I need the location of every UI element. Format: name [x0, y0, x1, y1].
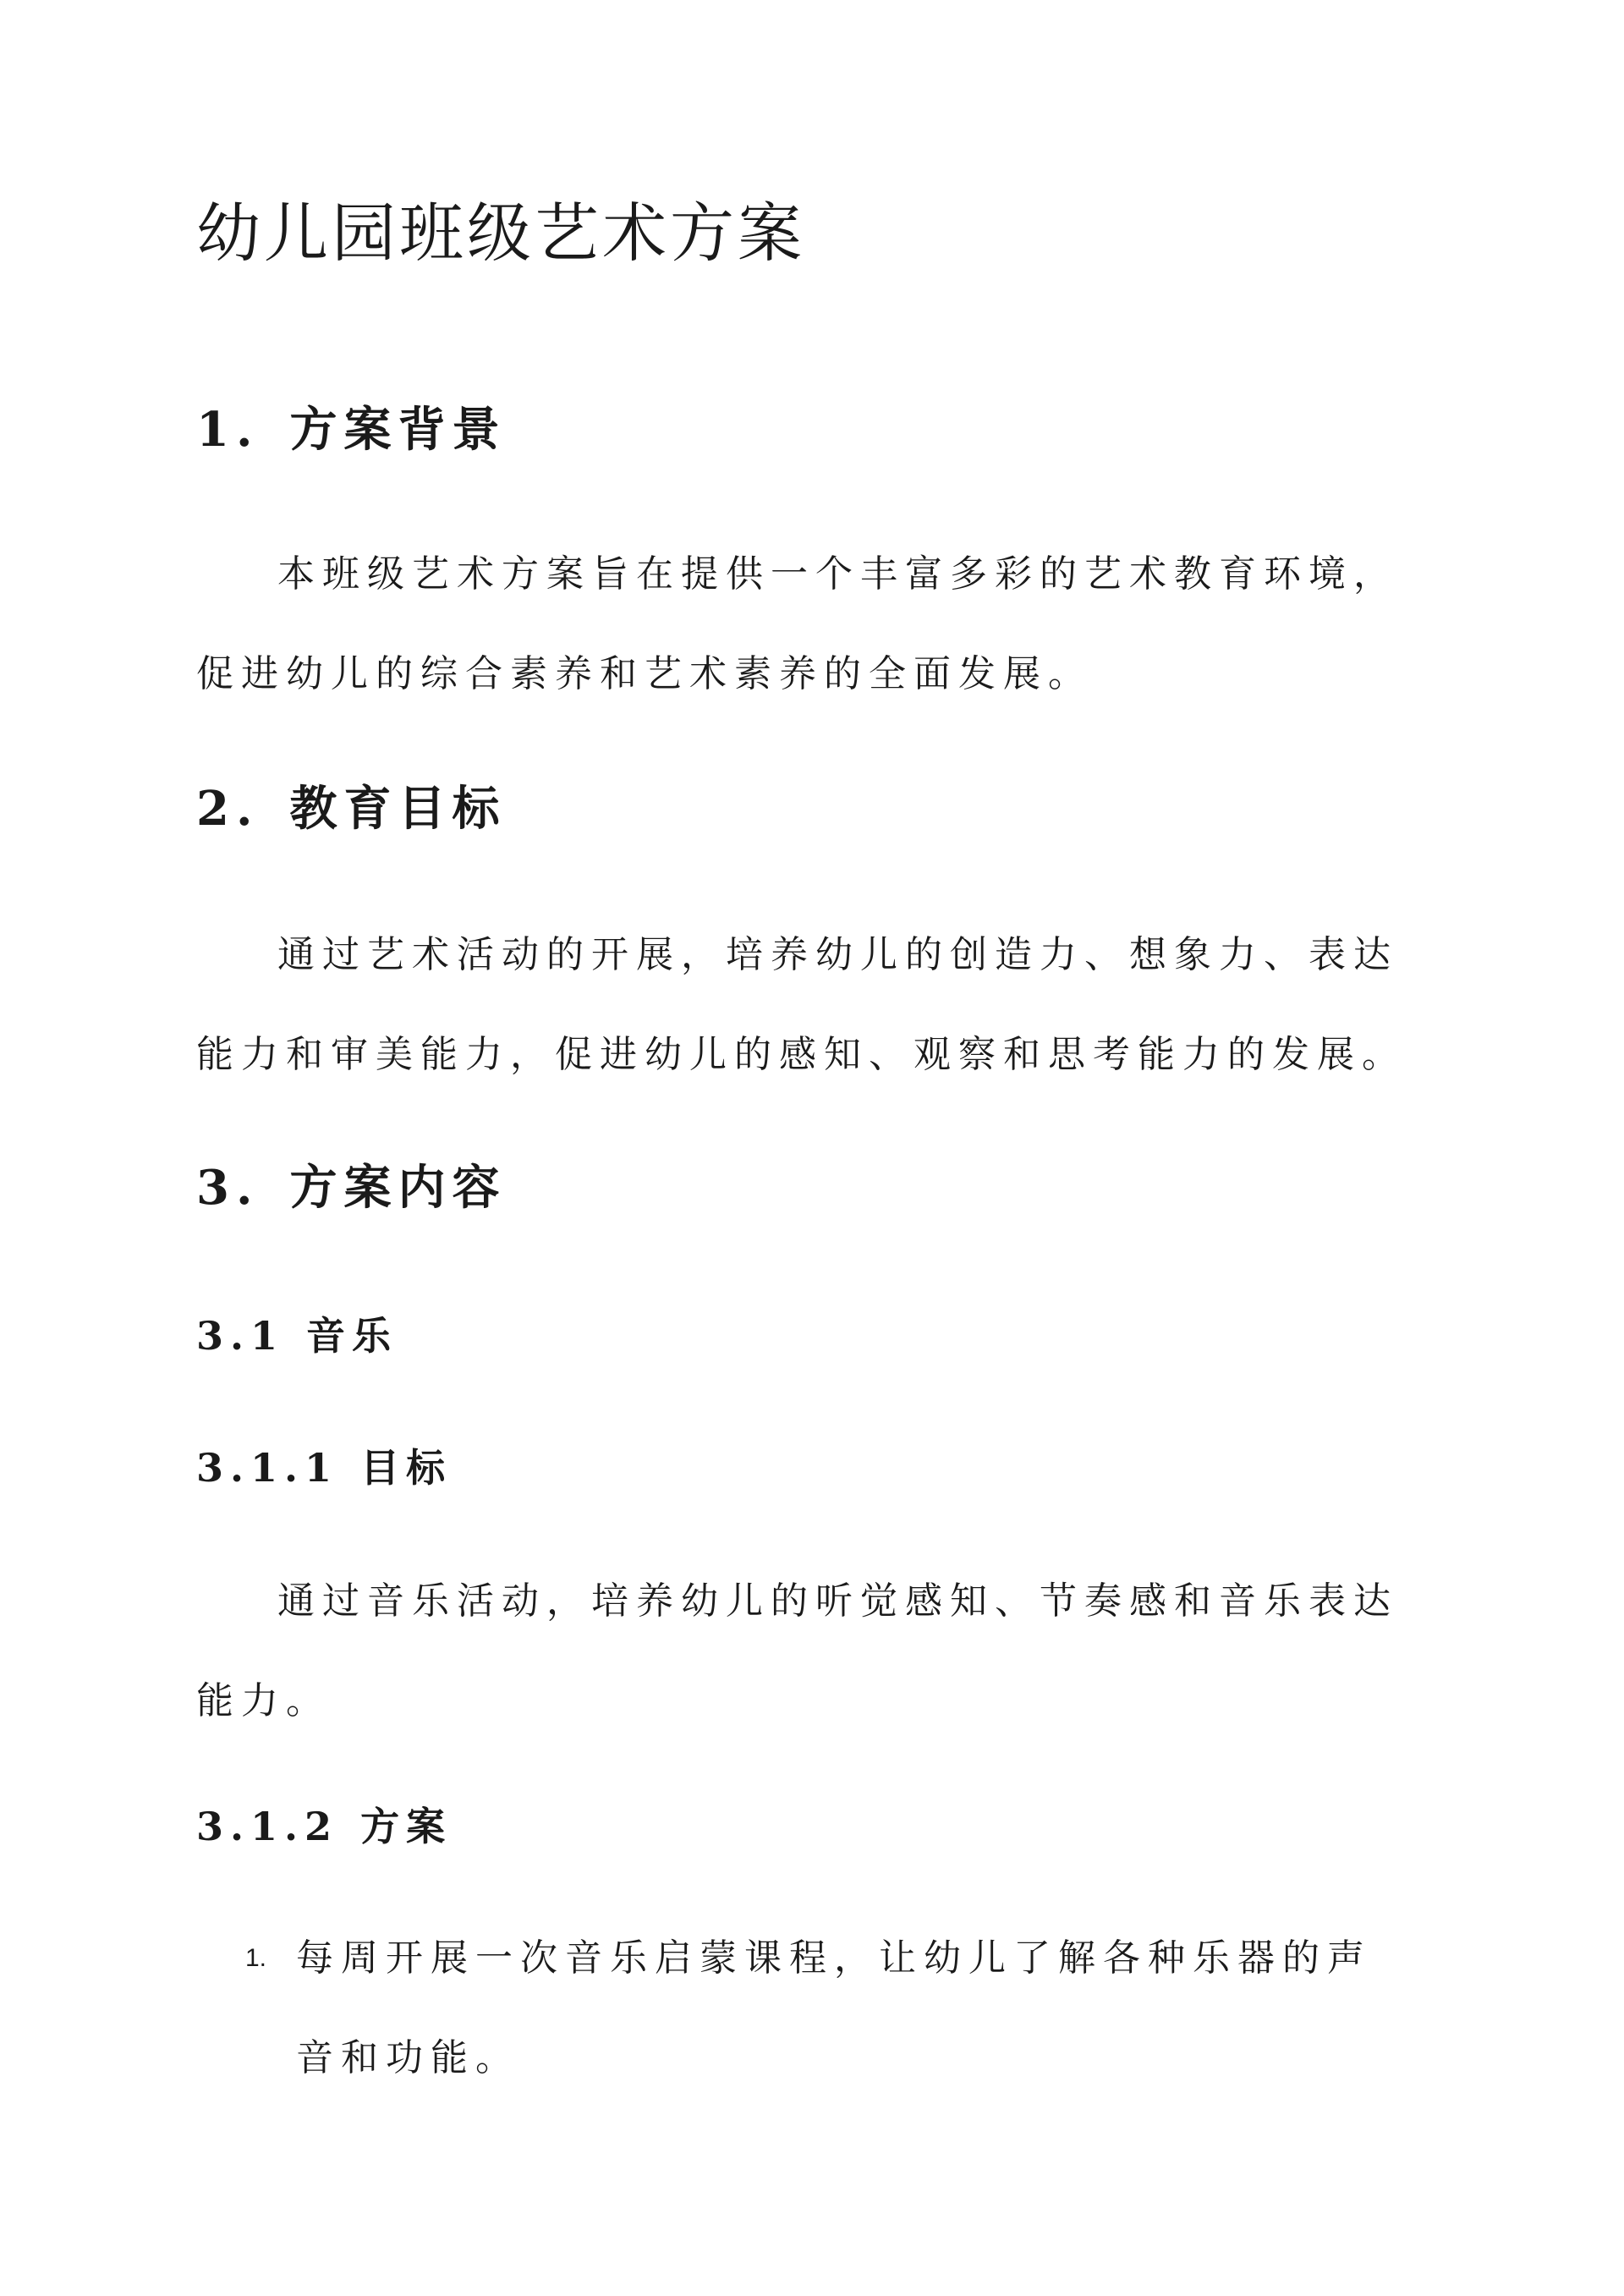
- subsection-title: 目标: [360, 1445, 453, 1491]
- subsection-heading-music-goal: [196, 1445, 1431, 1491]
- section-title: 方案内容: [289, 1160, 507, 1216]
- subsection-title: 方案: [360, 1804, 453, 1849]
- subsection-title: 音乐: [306, 1313, 398, 1359]
- subsection-number: 3.1.2: [196, 1804, 339, 1849]
- section-heading-goals: [196, 781, 1431, 837]
- section-number: 2.: [196, 781, 260, 837]
- subsection-heading-music-plan: [196, 1804, 1431, 1849]
- subsection-number: 3.1.1: [196, 1445, 339, 1491]
- subsection-heading-music: [196, 1313, 1431, 1359]
- section-heading-background: [196, 402, 1431, 458]
- list-marker: 1.: [245, 1944, 267, 1972]
- section-number: 3.: [196, 1160, 260, 1216]
- section-title: 方案背景: [289, 402, 507, 458]
- paragraph-music-goal: 通过音乐活动，培养幼儿的听觉感知、节奏感和音乐表达能力。: [196, 1579, 1398, 1722]
- section-title: 教育目标: [289, 781, 507, 837]
- document-title: 幼儿园班级艺术方案: [196, 195, 805, 271]
- list-item-text: 每周开展一次音乐启蒙课程，让幼儿了解各种乐器的声音和功能。: [296, 1936, 1372, 2079]
- section-number: 1.: [196, 402, 260, 458]
- paragraph-goals: 通过艺术活动的开展，培养幼儿的创造力、想象力、表达能力和审美能力，促进幼儿的感知、观察和思考能力的发展。: [196, 933, 1407, 1076]
- subsection-number: 3.1: [196, 1313, 285, 1359]
- list-item: [245, 1909, 1404, 2108]
- section-heading-content: [196, 1160, 1431, 1216]
- paragraph-background: 本班级艺术方案旨在提供一个丰富多彩的艺术教育环境，促进幼儿的综合素养和艺术素养的全面发展。: [196, 552, 1398, 695]
